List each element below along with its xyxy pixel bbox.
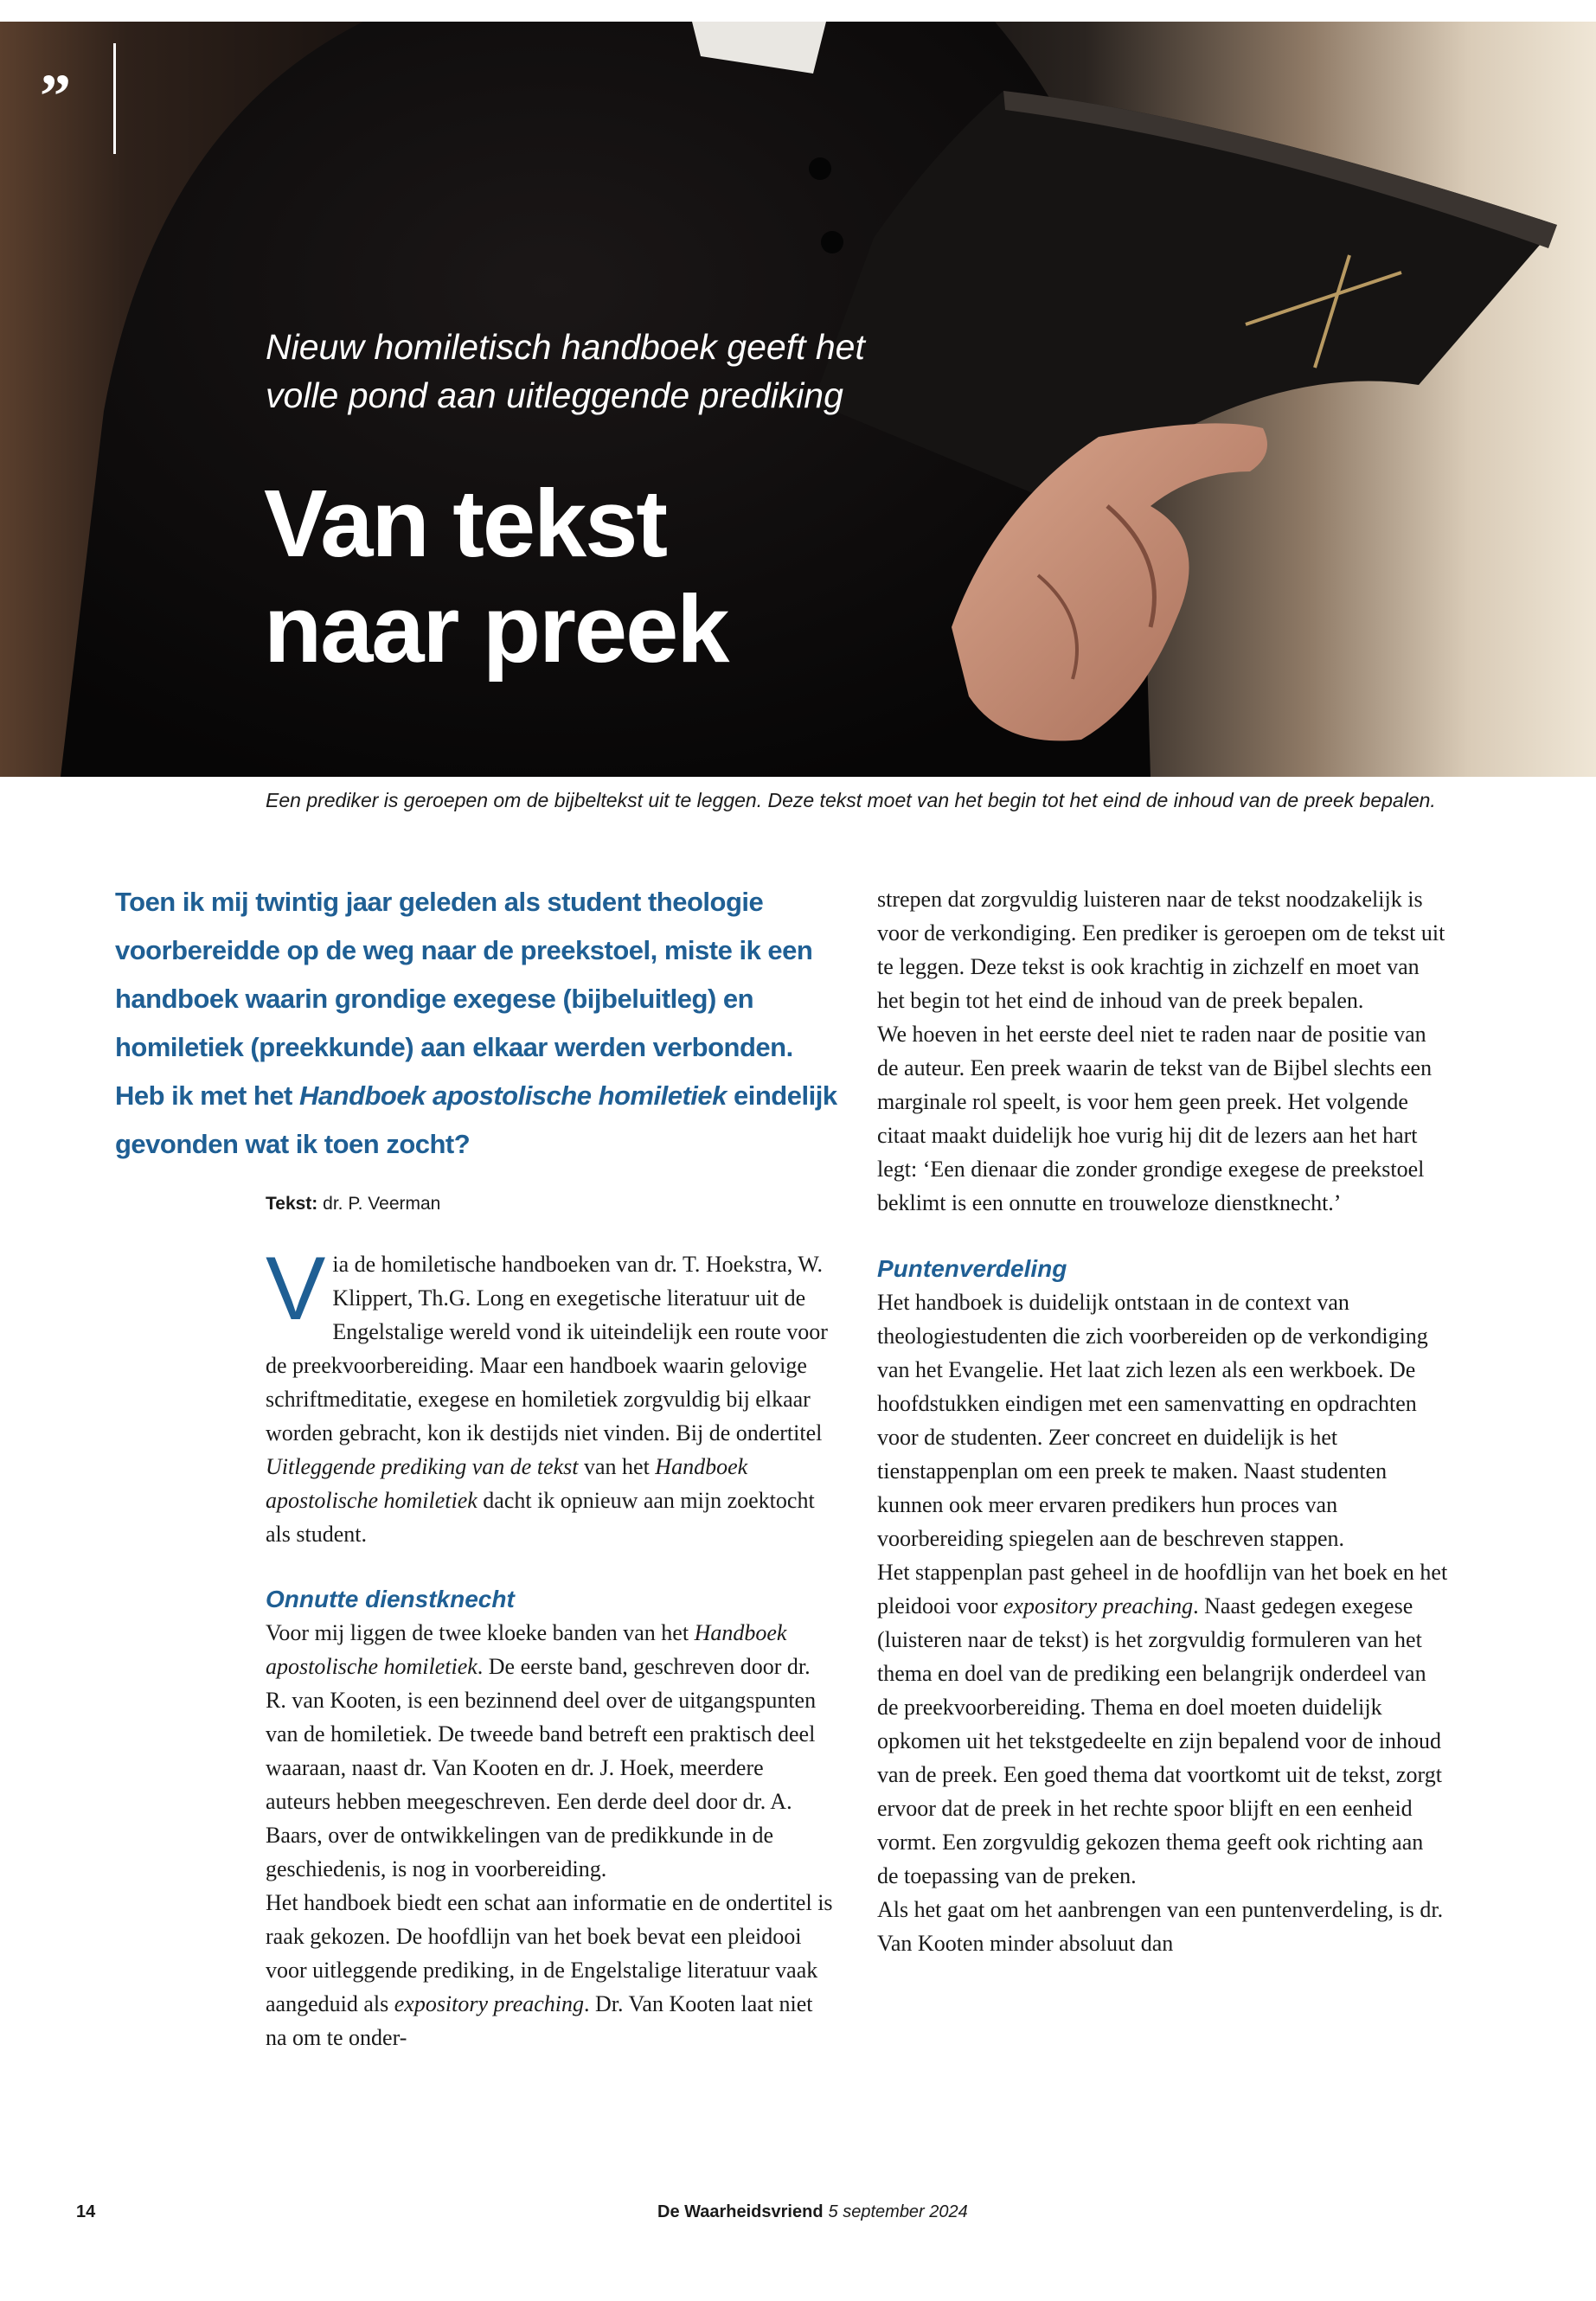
body-paragraph — [877, 1555, 1448, 1893]
hero-photo — [0, 22, 1596, 777]
body-italic: Handboek apostolische homiletiek — [266, 1620, 787, 1679]
body-column-left — [266, 1239, 833, 2054]
article-subtitle — [266, 323, 871, 420]
photo-caption: Een prediker is geroepen om de bijbeltekst uit te leggen. Deze tekst moet van het begin tot het eind de inhoud van de preek bepalen. — [266, 789, 1436, 811]
lead-text: Toen ik mij twintig jaar geleden als student theologie voorbereidde op de weg naar de preekstoel, miste ik een handboek waarin grondige exegese (bijbeluitleg) en homiletiek (preekkunde) aan elkaar werden verbonden. Heb ik met het — [115, 887, 813, 1111]
title-line: naar preek — [264, 576, 728, 683]
body-paragraph: strepen dat zorgvuldig luisteren naar de tekst noodzakelijk is voor de verkondiging. Een prediker is geroepen om de tekst uit te leggen. Deze tekst is ook krachtig in zichzelf en moet van het begin tot het eind de inhoud van de preek bepalen. — [877, 887, 1445, 1013]
lead-paragraph — [115, 878, 842, 1169]
byline — [266, 1194, 440, 1215]
body-text: van het — [578, 1454, 656, 1479]
publication-name: De Waarheidsvriend — [657, 2202, 824, 2221]
quote-mark: ” — [40, 61, 71, 131]
drop-cap: V — [266, 1239, 326, 1339]
body-italic: Handboek apostolische homiletiek — [266, 1454, 748, 1513]
section-heading: Puntenverdeling — [877, 1255, 1067, 1282]
lead-text: eindelijk gevonden wat ik toen zocht? — [115, 1080, 837, 1159]
body-text: Het handboek biedt een schat aan informatie en de ondertitel is raak gekozen. De hoofdlijn van het boek bevat een pleidooi voor uitleggende prediking, in de Engelstalige literatuur vaak aangeduid als — [266, 1890, 833, 2016]
body-column-right — [877, 882, 1448, 1960]
body-text: Het stappenplan past geheel in de hoofdlijn van het boek en het pleidooi voor — [877, 1560, 1448, 1618]
body-text: . Dr. Van Kooten laat niet na om te onder- — [266, 1991, 813, 2050]
footer-publication — [657, 2202, 968, 2222]
title-line: Van tekst — [264, 471, 667, 577]
quote-rule — [113, 43, 116, 154]
body-paragraph: Als het gaat om het aanbrengen van een puntenverdeling, is dr. Van Kooten minder absoluut dan — [877, 1897, 1444, 1956]
byline-label: Tekst: — [266, 1194, 318, 1214]
body-paragraph: Het handboek is duidelijk ontstaan in de context van theologiestudenten die zich voorbereiden op de verkondiging van het Evangelie. Het laat zich lezen als een werkboek. De hoofdstukken eindigen met een samenvatting en opdrachten voor de studenten. Zeer concreet en duidelijk is het tienstappenplan om een preek te maken. Naast studenten kunnen ook meer ervaren predikers hun proces van voorbereiding spiegelen aan de beschreven stappen. — [877, 1290, 1428, 1551]
publication-date: 5 september 2024 — [828, 2202, 968, 2221]
article-title — [264, 471, 1042, 683]
lead-book-title: Handboek apostolische homiletiek — [299, 1080, 727, 1111]
body-paragraph — [266, 1616, 833, 1886]
body-italic: Uitleggende prediking van de tekst — [266, 1454, 579, 1479]
subtitle-line: volle pond aan uitleggende prediking — [266, 375, 843, 415]
body-italic: expository preaching — [394, 1991, 584, 2016]
body-italic: expository preaching — [1003, 1593, 1194, 1618]
body-text: ia de homiletische handboeken van dr. T. Hoekstra, W. Klippert, Th.G. Long en exegetische literatuur uit de Engelstalige wereld vond ik uiteindelijk een route voor de preekvoorbereiding. Maar een handboek waarin gelovige schriftmeditatie, exegese en homiletiek zorgvuldig bij elkaar worden gebracht, kon ik destijds niet vinden. Bij de ondertitel — [266, 1252, 828, 1445]
body-text: Voor mij liggen de twee kloeke banden van het — [266, 1620, 695, 1645]
body-paragraph: We hoeven in het eerste deel niet te raden naar de positie van de auteur. Een preek waarin de tekst van de Bijbel slechts een marginale rol speelt, is voor hem geen preek. Het volgende citaat maakt duidelijk hoe vurig hij dit de lezers aan het hart legt: ‘Een dienaar die zonder grondige exegese de preekstoel beklimt is een onnutte en trouweloze dienstknecht.’ — [877, 1022, 1433, 1215]
body-text: . De eerste band, geschreven door dr. R. van Kooten, is een bezinnend deel over de uitgangspunten van de homiletiek. De tweede band betreft een praktisch deel waaraan, naast dr. Van Kooten en dr. J. Hoek, meerdere auteurs hebben meegeschreven. Een derde deel door dr. A. Baars, over de ontwikkelingen van de predikkunde in de geschiedenis, is nog in voorbereiding. — [266, 1654, 817, 1881]
body-paragraph — [266, 1886, 833, 2054]
body-text: dacht ik opnieuw aan mijn zoektocht als student. — [266, 1488, 815, 1547]
body-text: . Naast gedegen exegese (luisteren naar de tekst) is het zorgvuldig formuleren van het thema en doel van de prediking een belangrijk onderdeel van de preekvoorbereiding. Thema en doel moeten duidelijk opkomen uit het tekstgedeelte en zijn bepalend voor de inhoud van de preek. Een goed thema dat voortkomt uit de tekst, zorgt ervoor dat de preek in het rechte spoor blijft en een eenheid vormt. Een zorgvuldig gekozen thema geeft ook richting aan de toepassing van de preken. — [877, 1593, 1442, 1888]
page-number: 14 — [76, 2202, 96, 2221]
byline-author: dr. P. Veerman — [323, 1194, 441, 1214]
section-heading: Onnutte dienstknecht — [266, 1586, 515, 1612]
subtitle-line: Nieuw homiletisch handboek geeft het — [266, 327, 865, 367]
body-paragraph — [266, 1239, 833, 1551]
